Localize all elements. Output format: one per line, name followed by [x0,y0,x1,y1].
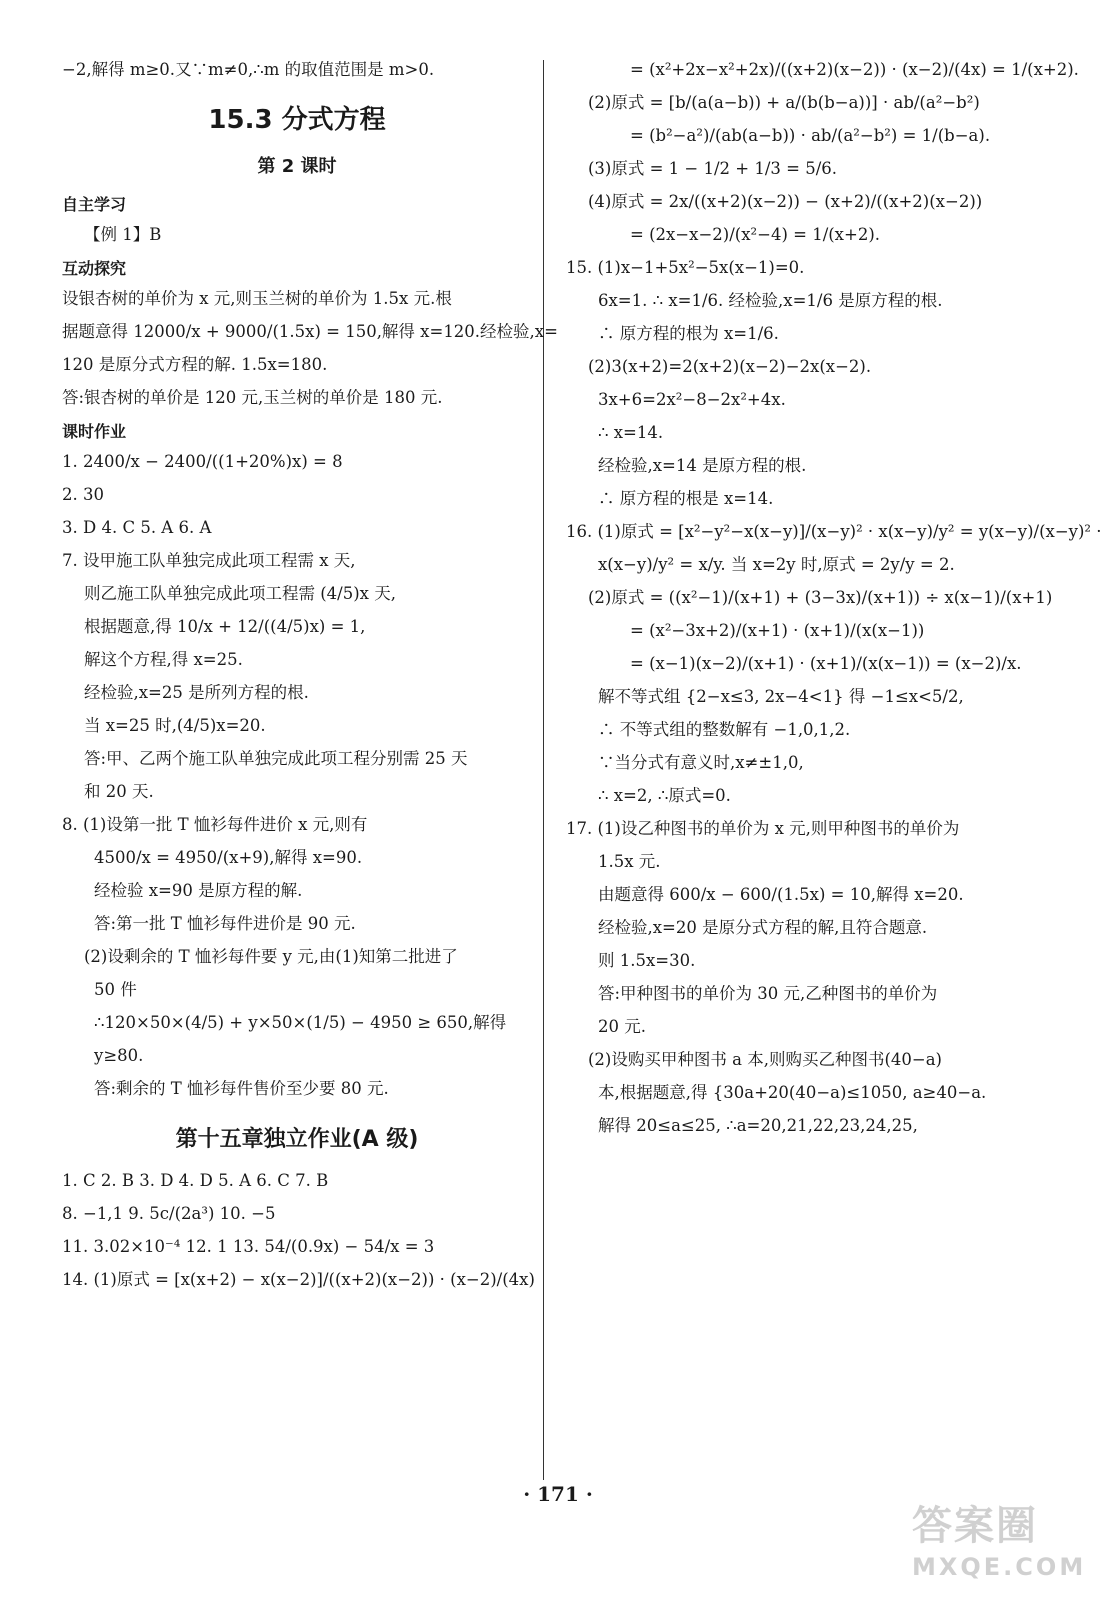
lesson-title: 第 2 课时 [257,156,337,177]
left-text-line: 答:银杏树的单价是 120 元,玉兰树的单价是 180 元. [62,388,443,407]
watermark-url: MXQE.COM [912,1553,1087,1581]
right-text-line: (2)原式 = [b/(a(a−b)) + a/(b(b−a))] · ab/(a²−b²) [588,93,980,112]
left-text-line: 答:甲、乙两个施工队单独完成此项工程分别需 25 天 [84,749,468,768]
left-text-line: (2)设剩余的 T 恤衫每件要 y 元,由(1)知第二批进了 [84,947,458,966]
right-text-line: ∴ 原方程的根为 x=1/6. [598,324,779,343]
right-text-line: (2)设购买甲种图书 a 本,则购买乙种图书(40−a) [588,1050,942,1069]
right-text-line: 答:甲种图书的单价为 30 元,乙种图书的单价为 [598,984,938,1003]
left-column [62,58,558,1301]
left-text-line: 1. 2400/x − 2400/((1+20%)x) = 8 [62,452,343,471]
left-text-line: 【例 1】B [84,225,162,244]
right-text-line: 解得 20≤a≤25, ∴a=20,21,22,23,24,25, [598,1116,918,1135]
right-text-line: ∴ x=14. [598,423,664,442]
left-text-line: 则乙施工队单独完成此项工程需 (4/5)x 天, [84,584,396,603]
left-text-line: 2. 30 [62,485,104,504]
right-text-line: 经检验,x=14 是原方程的根. [598,456,807,475]
left-text-line: 经检验,x=25 是所列方程的根. [84,683,309,702]
right-text-line: (2)原式 = ((x²−1)/(x+1) + (3−3x)/(x+1)) ÷ x(x−1)/(x+1) [588,588,1053,607]
right-text-line: 本,根据题意,得 {30a+20(40−a)≤1050, a≥40−a. [598,1083,987,1102]
right-text-line: 20 元. [598,1017,646,1036]
left-text-line: −2,解得 m≥0.又∵m≠0,∴m 的取值范围是 m>0. [62,60,435,79]
left-text-line: 11. 3.02×10⁻⁴ 12. 1 13. 54/(0.9x) − 54/x = 3 [62,1237,435,1256]
right-text-line: 3x+6=2x²−8−2x²+4x. [598,390,786,409]
right-text-line: = (x²+2x−x²+2x)/((x+2)(x−2)) · (x−2)/(4x) = 1/(x+2). [630,60,1079,79]
page-number: · 171 · [523,1482,593,1506]
right-text-line: 17. (1)设乙种图书的单价为 x 元,则甲种图书的单价为 [566,819,960,838]
right-text-line: x(x−y)/y² = x/y. 当 x=2y 时,原式 = 2y/y = 2. [598,555,955,574]
right-text-line: = (x−1)(x−2)/(x+1) · (x+1)/(x(x−1)) = (x−2)/x. [630,654,1022,673]
right-text-line: ∴ 不等式组的整数解有 −1,0,1,2. [598,720,851,739]
right-text-line: 15. (1)x−1+5x²−5x(x−1)=0. [566,258,805,277]
right-text-line: ∴ x=2, ∴原式=0. [598,786,731,805]
right-text-line: 6x=1. ∴ x=1/6. 经检验,x=1/6 是原方程的根. [598,291,943,310]
right-text-line: = (b²−a²)/(ab(a−b)) · ab/(a²−b²) = 1/(b−a). [630,126,991,145]
left-text-line: 根据题意,得 10/x + 12/((4/5)x) = 1, [84,617,366,636]
chapter-assignment-title: 第十五章独立作业(A 级) [175,1127,419,1152]
subsection-label: 自主学习 [62,195,127,214]
watermark-logo-text: 答案圈 [912,1503,1038,1549]
subsection-label: 课时作业 [62,422,127,441]
left-text-line: 7. 设甲施工队单独完成此项工程需 x 天, [62,551,356,570]
left-text-line: 14. (1)原式 = [x(x+2) − x(x−2)]/((x+2)(x−2)) · (x−2)/(4x) [62,1270,535,1289]
subsection-label: 互动探究 [62,259,127,278]
right-text-line: = (2x−x−2)/(x²−4) = 1/(x+2). [630,225,880,244]
right-column [566,58,1102,1147]
right-text-line: (4)原式 = 2x/((x+2)(x−2)) − (x+2)/((x+2)(x−2)) [588,192,983,211]
left-text-line: 据题意得 12000/x + 9000/(1.5x) = 150,解得 x=120.经检验,x= [62,322,558,341]
left-text-line: 120 是原分式方程的解. 1.5x=180. [62,355,328,374]
left-text-line: 答:剩余的 T 恤衫每件售价至少要 80 元. [94,1079,389,1098]
right-text-line: 经检验,x=20 是原分式方程的解,且符合题意. [598,918,928,937]
right-text-line: 16. (1)原式 = [x²−y²−x(x−y)]/(x−y)² · x(x−y)/y² = y(x−y)/(x−y)² · [566,522,1102,541]
section-title: 15.3 分式方程 [208,105,386,135]
right-text-line: 则 1.5x=30. [598,951,696,970]
right-text-line: 1.5x 元. [598,852,661,871]
left-text-line: 经检验 x=90 是原方程的解. [94,881,303,900]
left-text-line: 8. (1)设第一批 T 恤衫每件进价 x 元,则有 [62,815,368,834]
right-text-line: 由题意得 600/x − 600/(1.5x) = 10,解得 x=20. [598,885,964,904]
left-text-line: 解这个方程,得 x=25. [84,650,243,669]
left-text-line: 50 件 [94,980,137,999]
left-text-line: 3. D 4. C 5. A 6. A [62,518,212,537]
right-text-line: 解不等式组 {2−x≤3, 2x−4<1} 得 −1≤x<5/2, [598,687,964,706]
right-text-line: ∴ 原方程的根是 x=14. [598,489,774,508]
left-text-line: 设银杏树的单价为 x 元,则玉兰树的单价为 1.5x 元.根 [62,289,452,308]
column-divider [543,60,544,1480]
right-text-line: (2)3(x+2)=2(x+2)(x−2)−2x(x−2). [588,357,872,376]
left-text-line: ∴120×50×(4/5) + y×50×(1/5) − 4950 ≥ 650,解得 [94,1013,507,1032]
right-text-line: (3)原式 = 1 − 1/2 + 1/3 = 5/6. [588,159,838,178]
right-text-line: = (x²−3x+2)/(x+1) · (x+1)/(x(x−1)) [630,621,925,640]
right-text-line: ∵当分式有意义时,x≠±1,0, [598,753,804,772]
left-text-line: y≥80. [94,1046,144,1065]
left-text-line: 和 20 天. [84,782,154,801]
left-text-line: 4500/x = 4950/(x+9),解得 x=90. [94,848,363,867]
left-text-line: 1. C 2. B 3. D 4. D 5. A 6. C 7. B [62,1171,329,1190]
left-text-line: 答:第一批 T 恤衫每件进价是 90 元. [94,914,356,933]
watermark-logo [912,1500,1102,1594]
left-text-line: 8. −1,1 9. 5c/(2a³) 10. −5 [62,1204,276,1223]
left-text-line: 当 x=25 时,(4/5)x=20. [84,716,266,735]
